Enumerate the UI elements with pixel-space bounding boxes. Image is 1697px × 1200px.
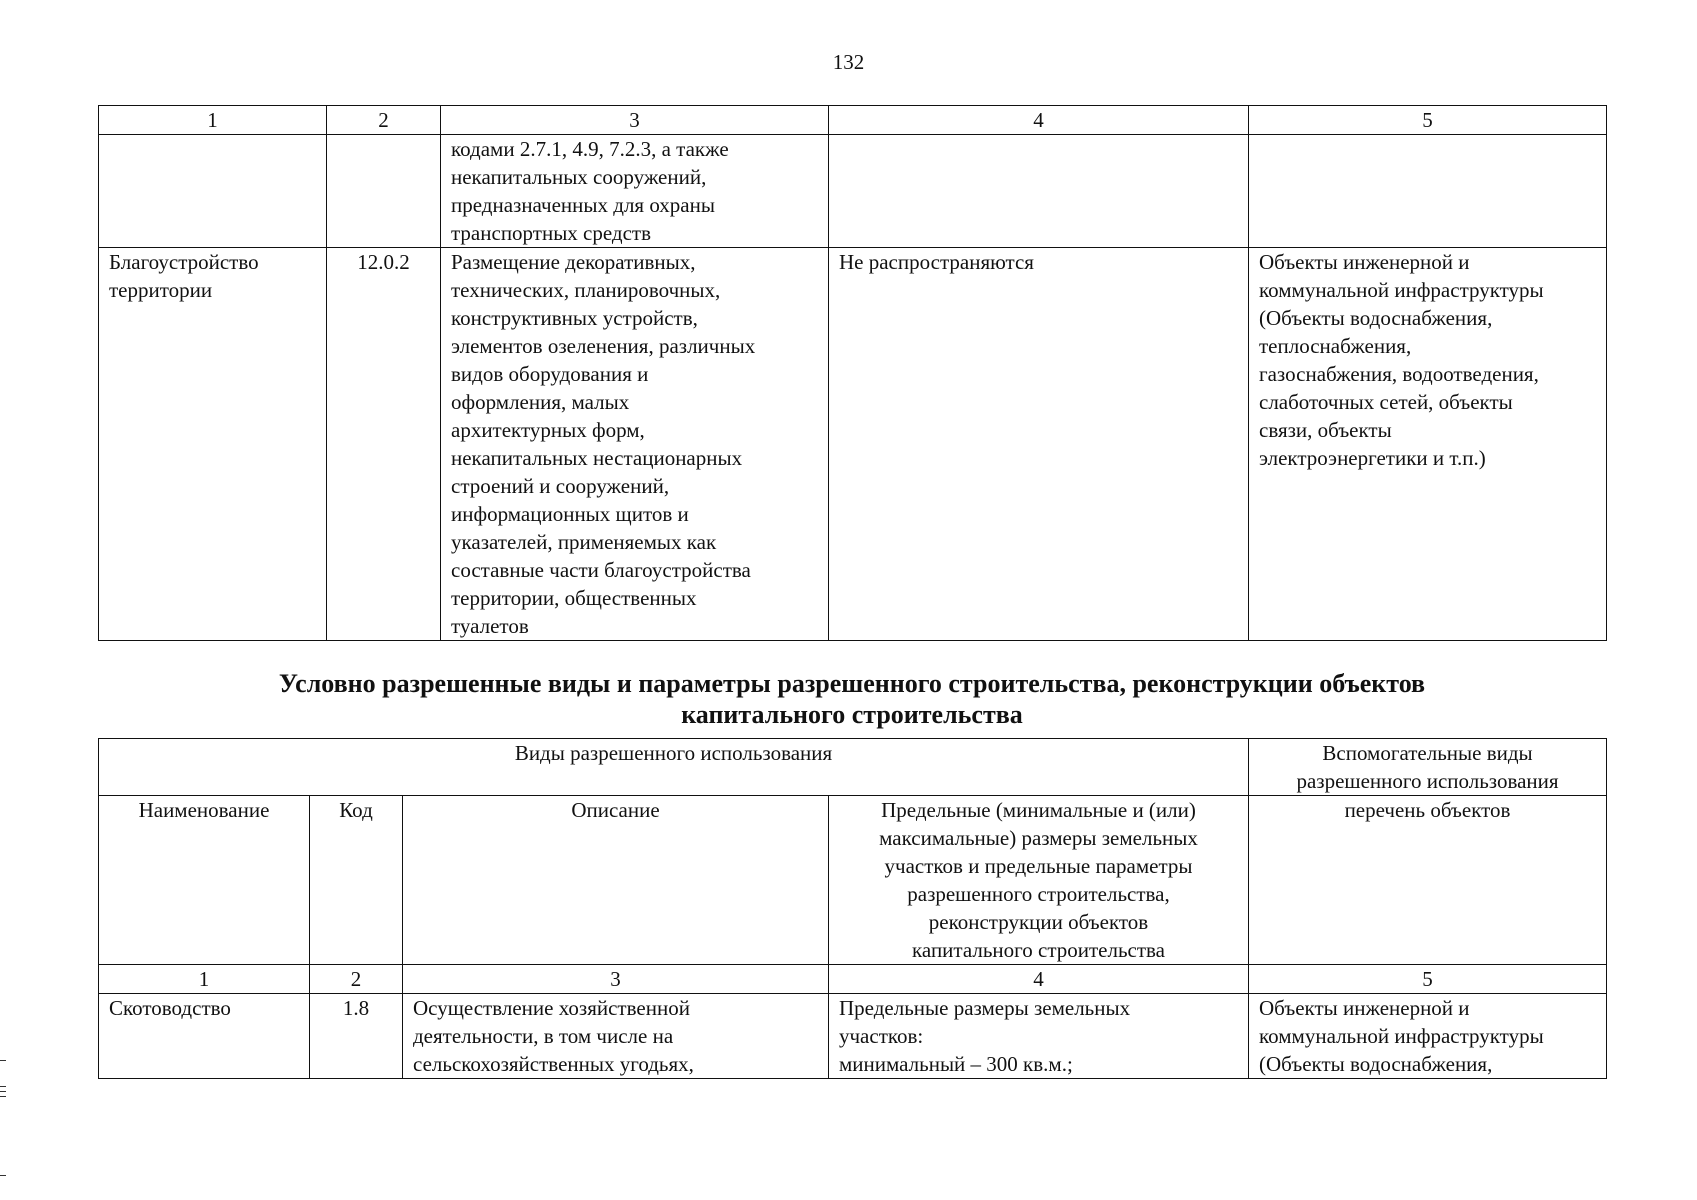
column-number: 4	[829, 965, 1249, 994]
column-number: 2	[327, 106, 441, 135]
conditionally-permitted-uses-table	[98, 738, 1607, 1079]
column-number: 1	[99, 965, 310, 994]
header-auxiliary: перечень объектов	[1249, 796, 1607, 965]
scan-margin-mark	[0, 1060, 6, 1061]
use-name-cell: Скотоводство	[99, 994, 310, 1079]
auxiliary-uses-cell: Объекты инженерной и коммунальной инфраструктуры (Объекты водоснабжения, теплоснабжения, газоснабжения, водоотведения, слаботочных сетей, объекты связи, объекты электроэнергетики и т.п.)	[1249, 248, 1607, 641]
column-number-row	[99, 965, 1607, 994]
use-params-cell: Не распространяются	[829, 248, 1249, 641]
use-params-cell	[829, 135, 1249, 248]
use-description-cell: кодами 2.7.1, 4.9, 7.2.3, а также некапитальных сооружений, предназначенных для охраны транспортных средств	[441, 135, 829, 248]
section-title: Условно разрешенные виды и параметры разрешенного строительства, реконструкции объектов капитального строительства	[278, 669, 1426, 729]
auxiliary-uses-group-header: Вспомогательные виды разрешенного использования	[1249, 739, 1607, 796]
header-name: Наименование	[99, 796, 310, 965]
column-number: 5	[1249, 965, 1607, 994]
group-header-row	[99, 739, 1607, 796]
table-row	[99, 994, 1607, 1079]
auxiliary-uses-cell	[1249, 135, 1607, 248]
use-description-cell: Размещение декоративных, технических, планировочных, конструктивных устройств, элементов озеленения, различных видов оборудования и оформления, малых архитектурных форм, некапитальных нестационарных строений и сооружений, информационных щитов и указателей, применяемых как составные части благоустройства территории, общественных туалетов	[441, 248, 829, 641]
use-name-cell	[99, 135, 327, 248]
table-row	[99, 248, 1607, 641]
header-code: Код	[310, 796, 403, 965]
use-code-cell: 1.8	[310, 994, 403, 1079]
auxiliary-uses-cell: Объекты инженерной и коммунальной инфраструктуры (Объекты водоснабжения,	[1249, 994, 1607, 1079]
use-name-cell: Благоустройство территории	[99, 248, 327, 641]
use-description-cell: Осуществление хозяйственной деятельности, в том числе на сельскохозяйственных угодьях,	[403, 994, 829, 1079]
column-header-row	[99, 796, 1607, 965]
permitted-uses-group-header: Виды разрешенного использования	[99, 739, 1249, 796]
use-params-cell: Предельные размеры земельных участков: минимальный – 300 кв.м.;	[829, 994, 1249, 1079]
table-row	[99, 135, 1607, 248]
use-code-cell: 12.0.2	[327, 248, 441, 641]
column-number: 5	[1249, 106, 1607, 135]
scan-margin-mark	[0, 1175, 6, 1176]
column-number: 3	[403, 965, 829, 994]
column-number: 2	[310, 965, 403, 994]
column-number-row	[99, 106, 1607, 135]
use-code-cell	[327, 135, 441, 248]
scan-margin-mark	[0, 1096, 6, 1097]
column-number: 4	[829, 106, 1249, 135]
permitted-uses-table-continued	[98, 105, 1607, 641]
header-params: Предельные (минимальные и (или) максимальные) размеры земельных участков и предельные параметры разрешенного строительства, реконструкции объектов капитального строительства	[829, 796, 1249, 965]
scan-margin-mark	[0, 1091, 6, 1092]
scan-margin-mark	[0, 1086, 6, 1087]
header-description: Описание	[403, 796, 829, 965]
column-number: 1	[99, 106, 327, 135]
column-number: 3	[441, 106, 829, 135]
page-number: 132	[832, 50, 865, 74]
